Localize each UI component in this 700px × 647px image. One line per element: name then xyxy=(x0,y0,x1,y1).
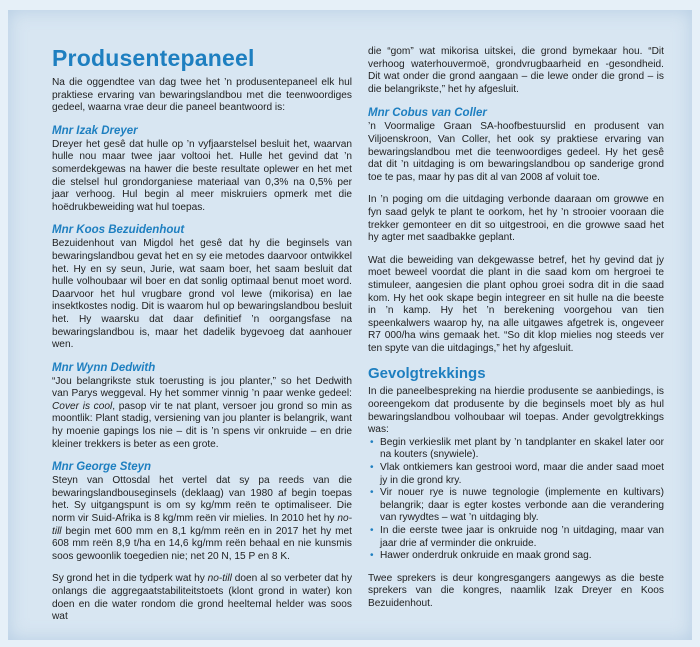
list-item: • Begin verkieslik met plant by ’n tandplanter en skakel later oor na kouters (snywiele). xyxy=(380,437,664,462)
cobus-paragraph-3: Wat die beweiding van dekgewasse betref, het hy gevind dat jy moet beweel voordat die plant in die saad kom om hergroei te stimuleer, aangesien die plant ophou groei sodra dit in die saad kom. Hy het ook skape begin integreer en sit hulle na die beeste in ’n kamp. Hy het ’n berekening voorgehou van tien speenkalwers waarop hy, na alle uitgawes afgetrek is, ongeveer R7 000/ha wins gemaak het. “So dit klop mielies nog steeds ver ten spyte van die uitdagings,” het hy afgesluit. xyxy=(368,254,664,354)
conclusions-intro: In die paneelbespreking na hierdie produsente se aanbiedings, is ooreengekom dat produsente by die beginsels moet bly as hul bewaringslandbou volhoubaar wil toepas. Ander gevolgtrekkings was: xyxy=(368,386,664,436)
section-heading-george-steyn: Mnr George Steyn xyxy=(52,461,152,474)
cobus-paragraph-1: ’n Voormalige Graan SA-hoofbestuurslid en produsent van Viljoenskroon, Van Coller, het ook sy praktiese ervaring van bewaringslandbou met die teenwoordiges gedeel. Hy het gesê dat dit ’n uitdaging is om bewaringslandbou op sanderige grond toe te pas, maar hy pas dit al van 2008 af voluit toe. xyxy=(368,121,664,183)
conclusions-heading: Gevolgtrekkings xyxy=(368,365,486,383)
cobus-paragraph-2: In ’n poging om die uitdaging verbonde daaraan om growwe en fyn saad gelyk te plant te oorkom, het hy ’n strooier vooraan die trekker gemonteer en dit so uitgestrooi, en die growwe saad het hy agter met saadbakke geplant. xyxy=(368,194,664,244)
text-run: doen al so verbeter dat hy onlangs die aggregaatstabiliteitstoets (klont grond in water) kon doen en die water rondom die grond heeltemal helder was soos wat xyxy=(52,573,353,623)
text-run: “Jou belangrikste stuk toerusting is jou planter,” so het Dedwith van Parys weggeval. Hy het sommer vinnig ’n paar wenke gedeel: xyxy=(52,375,352,400)
text-run: begin met 600 mm en 8,1 kg/mm reën en in 2017 het hy met 608 mm reën 8,9 t/ha en 14,6 kg/mm reën behaal en nie kunsmis soos gewoonlik toegedien nie; net 20 N, 15 P en 8 K. xyxy=(52,525,352,562)
text-run: Sy grond het in die tydperk wat hy xyxy=(52,573,208,585)
section-text-koos-bezuidenhout: Bezuidenhout van Migdol het gesê dat hy die beginsels van bewaringslandbou gevat het en sy eie metodes daarvoor ontwikkel het. Hy en sy seun, Jurie, wat saam boer, het saam besluit dat hulle volhoubaar wil boer en dat sonlig optimaal benut moet word. Daarvoor het hul vrugbare grond vol lewe (mikorisa) en lae insektkostes nodig. Dit is waarom hul op bewaringslandbou besluit het. Hy waarsku dat daar definitief ’n oorgangsfase na bewaringslandbou is, maar het dadelik bygevoeg dat aanhouer wen. xyxy=(52,238,352,351)
emphasis-run: no-till xyxy=(207,573,232,585)
section-text-izak-dreyer: Dreyer het gesê dat hulle op ’n vyfjaarstelsel besluit het, waarvan hulle nou maar twee jaar voltooi het. Hulle het gevind dat ’n somerdekgewas na hawer die beste resultate oplewer en het met die stelsel hul grondorganiese materiaal van 0,3% na 0,5% per jaar verhoog. Hul begin al meer miskruiers opmerk met die hoëdrukbeweiding wat hul toepas. xyxy=(52,138,352,213)
emphasis-run: Cover is cool xyxy=(52,400,113,412)
closing-paragraph: Twee sprekers is deur kongresgangers aangewys as die beste sprekers van die kongres, naamlik Izak Dreyer en Koos Bezuidenhout. xyxy=(368,572,664,609)
section-heading-izak-dreyer: Mnr Izak Dreyer xyxy=(52,124,138,137)
section-text-george-steyn-2 xyxy=(52,573,352,623)
section-heading-cobus-van-coller: Mnr Cobus van Coller xyxy=(368,107,487,120)
list-item: • Hawer onderdruk onkruide en maak grond sag. xyxy=(380,550,664,563)
left-column xyxy=(52,44,352,624)
list-item: • Vir nouer rye is nuwe tegnologie (implemente en kultivars) belangrik; daar is egter kostes verbonde aan die verandering van rywydtes – wat ’n uitdaging bly. xyxy=(380,487,664,525)
page xyxy=(8,10,692,640)
section-text-george-steyn xyxy=(52,475,352,563)
continuation-paragraph: die “gom” wat mikorisa uitskei, die grond bymekaar hou. “Dit verhoog waterhouvermoë, grondvrugbaarheid en -gesondheid. Dit wat onder die grond aangaan – die lewe onder die grond – is die belangrikste,” het hy afgesluit. xyxy=(368,46,664,95)
section-heading-wynn-dedwith: Mnr Wynn Dedwith xyxy=(52,361,156,374)
section-heading-koos-bezuidenhout: Mnr Koos Bezuidenhout xyxy=(52,224,185,237)
page-title: Produsentepaneel xyxy=(52,45,255,71)
text-run: , pasop vir te nat plant, versoer jou grond so min as moontlik: Plant stadig, versiening van jou planter is belangrik, want hy moenie gapings los nie – dit is ’n spens vir onkruide – en drie kleiner trekkers is beter as een grote. xyxy=(52,400,352,450)
emphasis-run: no-till xyxy=(52,513,352,537)
list-item: • Vlak ontkiemers kan gestrooi word, maar die ander saad moet jy in die grond kry. xyxy=(380,462,664,487)
conclusions-list xyxy=(368,437,664,563)
section-text-wynn-dedwith xyxy=(52,376,352,452)
list-item: • In die eerste twee jaar is onkruide nog ’n uitdaging, maar van jaar drie af verminder die onkruide. xyxy=(380,525,664,550)
text-run: Steyn van Ottosdal het vertel dat sy pa reeds van die bewaringslandbouseginsels (deklaag) van 1980 af begin toepas het. Sy uitgangspunt is om sy kg/mm reën te optimaliseer. Die norm vir Suid-Afrika is 8 kg/mm reën vir mielies. In 2010 het hy xyxy=(52,475,352,525)
right-column xyxy=(368,46,664,611)
intro-paragraph: Na die oggendtee van dag twee het ’n produsentepaneel elk hul praktiese ervaring van bewaringslandbou met die teenwoordiges gedeel, waarna vrae deur die paneel beantwoord is: xyxy=(52,77,352,114)
